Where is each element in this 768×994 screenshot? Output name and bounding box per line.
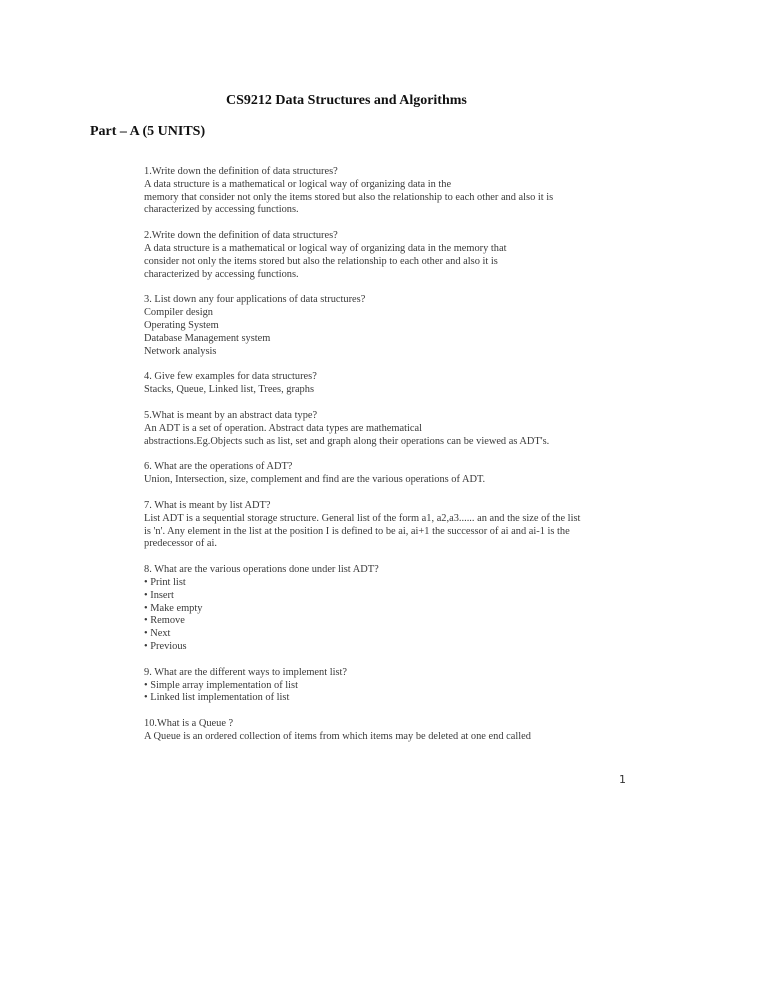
answer-line: Compiler design [144,307,213,319]
qa-block [144,410,614,448]
answer-line: predecessor of ai. [144,538,217,550]
qa-block [144,564,614,654]
page-number: 1 [619,773,626,786]
question-text: 5.What is meant by an abstract data type? [144,409,318,421]
qa-block [144,371,614,397]
answer-line: • Previous [144,640,187,652]
question-text: 8. What are the various operations done under list ADT? [144,564,379,576]
qa-block [144,294,614,358]
answer-line: List ADT is a sequential storage structure. General list of the form a1, a2,a3...... an and the size of the list [144,512,581,524]
qa-block [144,718,614,744]
question-text: 3. List down any four applications of data structures? [144,294,366,306]
question-text: 7. What is meant by list ADT? [144,499,271,511]
answer-line: • Make empty [144,602,203,614]
answer-line: Network analysis [144,345,217,357]
answer-line: characterized by accessing functions. [144,268,299,280]
answer-line: • Next [144,628,171,640]
answer-line: Union, Intersection, size, complement and find are the various operations of ADT. [144,474,486,486]
answer-line: characterized by accessing functions. [144,204,299,216]
answer-line: • Print list [144,576,186,588]
answer-line: Database Management system [144,332,271,344]
qa-block [144,500,614,551]
part-heading: Part – A (5 UNITS) [90,124,206,139]
question-answer-list [144,166,614,757]
question-text: 10.What is a Queue ? [144,718,234,730]
qa-block [144,667,614,705]
answer-line: • Insert [144,589,174,601]
answer-line: A data structure is a mathematical or logical way of organizing data in the [144,178,452,190]
answer-line: Operating System [144,319,219,331]
answer-line: • Linked list implementation of list [144,692,290,704]
qa-block [144,166,614,217]
answer-line: • Remove [144,615,185,627]
question-text: 9. What are the different ways to implement list? [144,666,348,678]
answer-line: • Simple array implementation of list [144,679,298,691]
answer-line: Stacks, Queue, Linked list, Trees, graphs [144,384,314,396]
question-text: 2.Write down the definition of data structures? [144,230,338,242]
answer-line: An ADT is a set of operation. Abstract data types are mathematical [144,422,422,434]
question-text: 4. Give few examples for data structures? [144,371,317,383]
question-text: 1.Write down the definition of data structures? [144,166,338,177]
answer-line: A Queue is an ordered collection of items from which items may be deleted at one end called [144,730,531,742]
answer-line: A data structure is a mathematical or logical way of organizing data in the memory that [144,242,507,254]
answer-line: abstractions.Eg.Objects such as list, set and graph along their operations can be viewed as ADT's. [144,435,550,447]
question-text: 6. What are the operations of ADT? [144,461,293,473]
answer-line: memory that consider not only the items stored but also the relationship to each other and also it is [144,191,554,203]
answer-line: is 'n'. Any element in the list at the position I is defined to be ai, ai+1 the successor of ai and ai-1 is the [144,525,570,537]
answer-line: consider not only the items stored but also the relationship to each other and also it is [144,255,498,267]
qa-block [144,230,614,281]
qa-block [144,461,614,487]
document-title: CS9212 Data Structures and Algorithms [226,93,467,108]
